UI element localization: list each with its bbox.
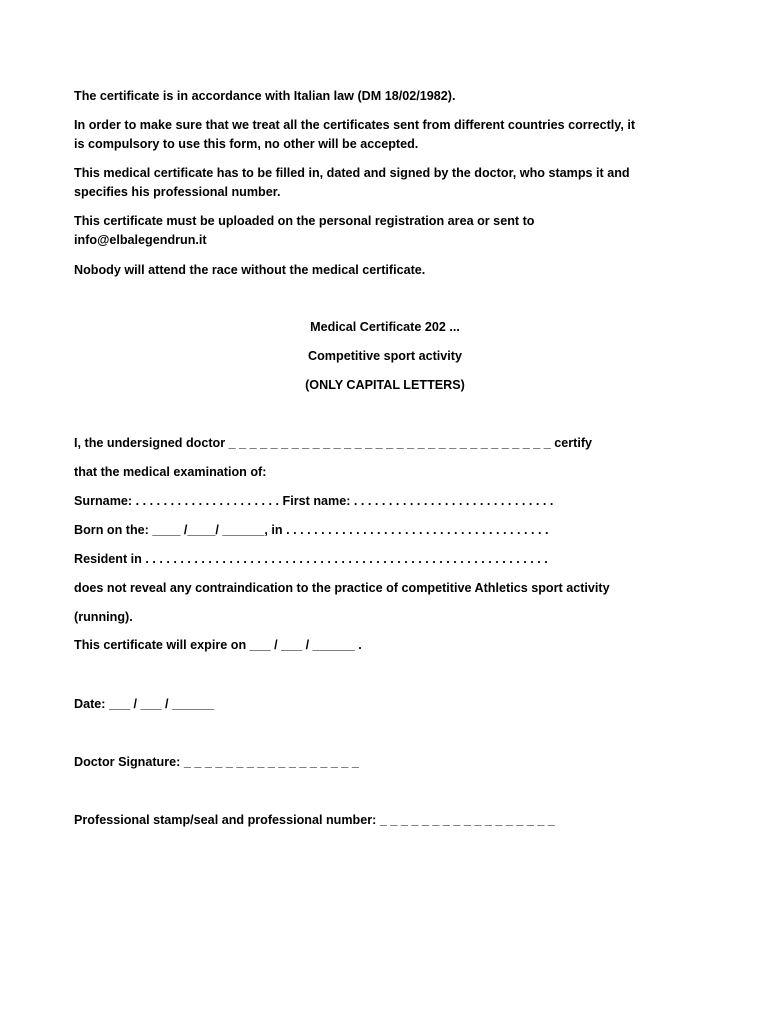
compulsory-statement-line-2: is compulsory to use this form, no other will be accepted.: [74, 137, 419, 151]
attendance-warning: Nobody will attend the race without the medical certificate.: [74, 263, 426, 277]
signature-field-line: Doctor Signature: _ _ _ _ _ _ _ _ _ _ _ _ _ _ _ _ _: [74, 755, 359, 769]
fill-instructions-line-2: specifies his professional number.: [74, 185, 281, 199]
expiry-field-line: This certificate will expire on ___ / ___ / ______ .: [74, 638, 362, 652]
name-field-line: Surname: . . . . . . . . . . . . . . . . . . . . . First name: . . . . . . . . . . . . . . . . . . . . . . . . . . . . .: [74, 494, 554, 508]
capital-letters-note: (ONLY CAPITAL LETTERS): [305, 378, 465, 392]
contraindication-statement: does not reveal any contraindication to the practice of competitive Athletics sport activity: [74, 581, 610, 595]
date-field-line: Date: ___ / ___ / ______: [74, 697, 215, 711]
contact-email: info@elbalegendrun.it: [74, 233, 207, 247]
running-note: (running).: [74, 610, 133, 624]
law-statement: The certificate is in accordance with Italian law (DM 18/02/1982).: [74, 89, 456, 103]
residence-field-line: Resident in . . . . . . . . . . . . . . . . . . . . . . . . . . . . . . . . . . . . . . . . . . . . . . . . . . . . . . . . . .: [74, 552, 548, 566]
birth-field-line: Born on the: ____ /____/ ______, in . . . . . . . . . . . . . . . . . . . . . . . . . . . . . . . . . . . . . .: [74, 523, 549, 537]
examination-intro: that the medical examination of:: [74, 465, 267, 479]
certificate-subtitle: Competitive sport activity: [308, 349, 462, 363]
stamp-field-line: Professional stamp/seal and professional number: _ _ _ _ _ _ _ _ _ _ _ _ _ _ _ _ _: [74, 813, 555, 827]
certificate-title: Medical Certificate 202 ...: [310, 320, 460, 334]
upload-instructions-line-1: This certificate must be uploaded on the personal registration area or sent to: [74, 214, 535, 228]
doctor-declaration: I, the undersigned doctor _ _ _ _ _ _ _ _ _ _ _ _ _ _ _ _ _ _ _ _ _ _ _ _ _ _ _ _ _ _ _ certify: [74, 436, 593, 450]
fill-instructions-line-1: This medical certificate has to be filled in, dated and signed by the doctor, who stamps it and: [74, 166, 630, 180]
compulsory-statement-line-1: In order to make sure that we treat all the certificates sent from different countries correctly, it: [74, 118, 636, 132]
